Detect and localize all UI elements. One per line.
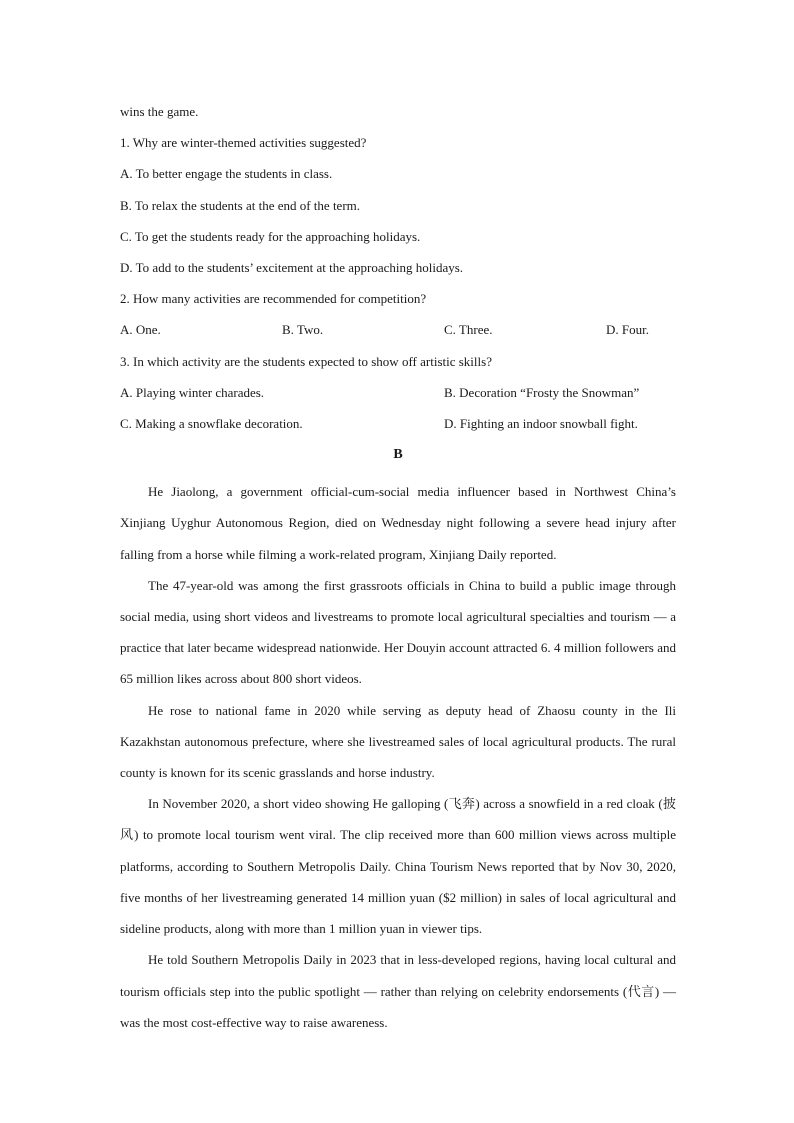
question-3-option-d: D. Fighting an indoor snowball fight.	[444, 415, 638, 431]
question-3-stem: 3. In which activity are the students expected to show off artistic skills?	[120, 353, 492, 369]
question-1-stem: 1. Why are winter-themed activities suggested?	[120, 135, 367, 151]
question-1-option-d: D. To add to the students’ excitement at the approaching holidays.	[120, 259, 464, 275]
document-content	[120, 102, 676, 1038]
question-2-option-a: A. One.	[120, 322, 161, 338]
question-3	[120, 352, 676, 446]
section-b-passage	[120, 476, 676, 1038]
passage-paragraph-5: He told Southern Metropolis Daily in 2023 that in less-developed regions, having local cultural and tourism officials step into the public spotlight — rather than relying on celebrity endorsements (代言) — was the most cost-effective way to raise awareness.	[120, 952, 676, 1030]
question-2-option-c: C. Three.	[444, 322, 493, 338]
question-2-option-d: D. Four.	[606, 322, 649, 338]
question-1	[120, 133, 676, 289]
passage-paragraph-3: He rose to national fame in 2020 while serving as deputy head of Zhaosu county in the Ili Kazakhstan autonomous prefecture, where she livestreamed sales of local agricultural products. The rural county is known for its scenic grasslands and horse industry.	[120, 702, 676, 781]
passage-paragraph-4: In November 2020, a short video showing He galloping (飞奔) across a snowfield in a red cloak (披风) to promote local tourism went viral. The clip received more than 600 million views across multiple platforms, according to Southern Metropolis Daily. China Tourism News reported that by Nov 30, 2020, five months of her livestreaming generated 14 million yuan ($2 million) in sales of local agricultural and sideline products, along with more than 1 million yuan in viewer tips.	[120, 796, 676, 937]
question-3-option-a: A. Playing winter charades.	[120, 384, 265, 400]
question-3-options-row-1	[120, 383, 676, 414]
question-2-stem: 2. How many activities are recommended for competition?	[120, 291, 427, 307]
question-2	[120, 289, 676, 351]
question-2-options	[120, 320, 676, 351]
question-1-option-c: C. To get the students ready for the approaching holidays.	[120, 228, 421, 244]
question-3-option-c: C. Making a snowflake decoration.	[120, 415, 303, 431]
section-b-title: B	[393, 447, 403, 463]
passage-paragraph-2: The 47-year-old was among the first grassroots officials in China to build a public image through social media, using short videos and livestreams to promote local agricultural specialties and tourism — a practice that later became widespread nationwide. Her Douyin account attracted 6. 4 million followers and 65 million likes across about 800 short videos.	[120, 577, 676, 687]
passage-a-ending: wins the game.	[120, 104, 199, 119]
question-2-option-b: B. Two.	[282, 322, 324, 338]
question-3-options-row-2	[120, 414, 676, 445]
question-1-option-a: A. To better engage the students in class.	[120, 166, 333, 182]
passage-paragraph-1: He Jiaolong, a government official-cum-social media influencer based in Northwest China’s Xinjiang Uyghur Autonomous Region, died on Wednesday night following a severe head injury after falling from a horse while filming a work-related program, Xinjiang Daily reported.	[120, 484, 676, 562]
question-1-option-b: B. To relax the students at the end of the term.	[120, 197, 361, 213]
question-3-option-b: B. Decoration “Frosty the Snowman”	[444, 384, 640, 400]
